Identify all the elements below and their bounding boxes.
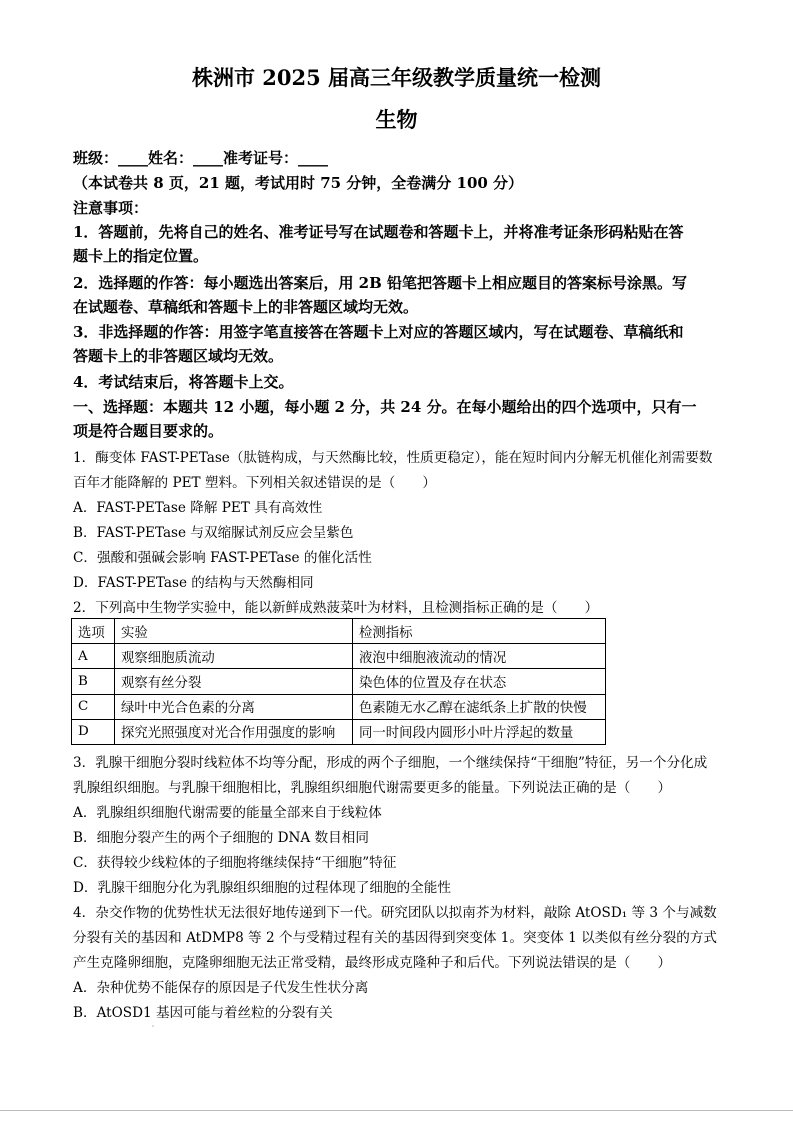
- table-header-cell: 选项: [72, 619, 115, 644]
- table-cell: 探究光照强度对光合作用强度的影响: [115, 719, 353, 744]
- scan-speck: [152, 1025, 154, 1027]
- table-row: [72, 719, 606, 744]
- table-cell: 观察细胞质流动: [115, 644, 353, 669]
- table-cell: A: [72, 644, 115, 669]
- q3-option-a: A．乳腺组织细胞代谢需要的能量全部来自于线粒体: [73, 805, 382, 821]
- table-cell: D: [72, 719, 115, 744]
- table-header-cell: 实验: [115, 619, 353, 644]
- notice-item-2: 2．选择题的作答：每小题选出答案后，用 2B 铅笔把答题卡上相应题目的答案标号涂黑。写: [73, 274, 688, 292]
- subject-title: 生物: [375, 107, 418, 132]
- table-cell: 色素随无水乙醇在滤纸条上扩散的快慢: [353, 694, 606, 719]
- table-cell: 染色体的位置及存在状态: [353, 669, 606, 694]
- q1-option-b: B．FAST-PETase 与双缩脲试剂反应会呈紫色: [73, 525, 354, 541]
- q3-stem: 3．乳腺干细胞分裂时线粒体不均等分配，形成的两个子细胞，一个继续保持“干细胞”特征，另一个分化成: [73, 755, 708, 771]
- table-row: [72, 669, 606, 694]
- notice-item-1-cont: 题卡上的指定位置。: [73, 247, 209, 265]
- table-cell: 同一时间段内圆形小叶片浮起的数量: [353, 719, 606, 744]
- q3-option-d: D．乳腺干细胞分化为乳腺组织细胞的过程体现了细胞的全能性: [73, 880, 451, 896]
- q4-stem: 4．杂交作物的优势性状无法很好地传递到下一代。研究团队以拟南芥为材料，敲除 AtOSD₁ 等 3 个与减数: [73, 905, 717, 921]
- table-cell: B: [72, 669, 115, 694]
- table-row: [72, 694, 606, 719]
- q3-option-c: C．获得较少线粒体的子细胞将继续保持“干细胞”特征: [73, 855, 397, 871]
- q3-option-b: B．细胞分裂产生的两个子细胞的 DNA 数目相同: [73, 830, 369, 846]
- section-heading-cont: 项是符合题目要求的。: [73, 422, 224, 440]
- notice-item-3: 3．非选择题的作答：用签字笔直接答在答题卡上对应的答题区域内，写在试题卷、草稿纸和: [73, 323, 684, 341]
- q1-option-d: D．FAST-PETase 的结构与天然酶相同: [73, 575, 314, 591]
- q1-stem: 1．酶变体 FAST-PETase（肽链构成，与天然酶比较，性质更稳定），能在短时间内分解无机催化剂需要数: [73, 450, 713, 466]
- q2-stem: 2．下列高中生物学实验中，能以新鲜成熟菠菜叶为材料，且检测指标正确的是（ ）: [73, 600, 599, 616]
- notice-item-4: 4．考试结束后，将答题卡上交。: [73, 373, 294, 391]
- table-header-cell: 检测指标: [353, 619, 606, 644]
- q2-options-table: [71, 618, 606, 745]
- notice-item-1: 1．答题前，先将自己的姓名、准考证号写在试题卷和答题卡上，并将准考证条形码粘贴在答: [73, 223, 684, 241]
- table-row: [72, 644, 606, 669]
- table-cell: 绿叶中光合色素的分离: [115, 694, 353, 719]
- exam-note: （本试卷共 8 页，21 题，考试用时 75 分钟，全卷满分 100 分）: [73, 174, 524, 192]
- q4-stem-cont-1: 分裂有关的基因和 AtDMP8 等 2 个与受精过程有关的基因得到突变体 1。突变体 1 以类似有丝分裂的方式: [73, 930, 718, 946]
- q4-stem-cont-2: 产生克隆卵细胞，克隆卵细胞无法正常受精，最终形成克隆种子和后代。下列说法错误的是（ ）: [73, 955, 672, 971]
- page-bottom-divider: [0, 1110, 793, 1111]
- notice-item-3-cont: 答题卡上的非答题区域均无效。: [73, 347, 284, 365]
- student-info-fields: 班级：____姓名：____准考证号：____: [73, 149, 329, 167]
- table-cell: 液泡中细胞液流动的情况: [353, 644, 606, 669]
- q4-option-b: B．AtOSD1 基因可能与着丝粒的分裂有关: [73, 1005, 333, 1021]
- table-cell: C: [72, 694, 115, 719]
- q3-stem-cont: 乳腺组织细胞。与乳腺干细胞相比，乳腺组织细胞代谢需要更多的能量。下列说法正确的是（ ）: [73, 780, 672, 796]
- q1-option-c: C．强酸和强碱会影响 FAST-PETase 的催化活性: [73, 550, 372, 566]
- q1-stem-cont: 百年才能降解的 PET 塑料。下列相关叙述错误的是（ ）: [73, 475, 437, 491]
- section-heading: 一、选择题：本题共 12 小题，每小题 2 分，共 24 分。在每小题给出的四个选项中，只有一: [73, 398, 697, 416]
- q4-option-a: A．杂种优势不能保存的原因是子代发生性状分离: [73, 980, 369, 996]
- exam-title: 株洲市 2025 届高三年级教学质量统一检测: [191, 65, 602, 90]
- q1-option-a: A．FAST-PETase 降解 PET 具有高效性: [73, 500, 323, 516]
- notice-item-2-cont: 在试题卷、草稿纸和答题卡上的非答题区域均无效。: [73, 298, 419, 316]
- table-cell: 观察有丝分裂: [115, 669, 353, 694]
- table-header-row: [72, 619, 606, 644]
- notice-heading: 注意事项：: [73, 199, 149, 217]
